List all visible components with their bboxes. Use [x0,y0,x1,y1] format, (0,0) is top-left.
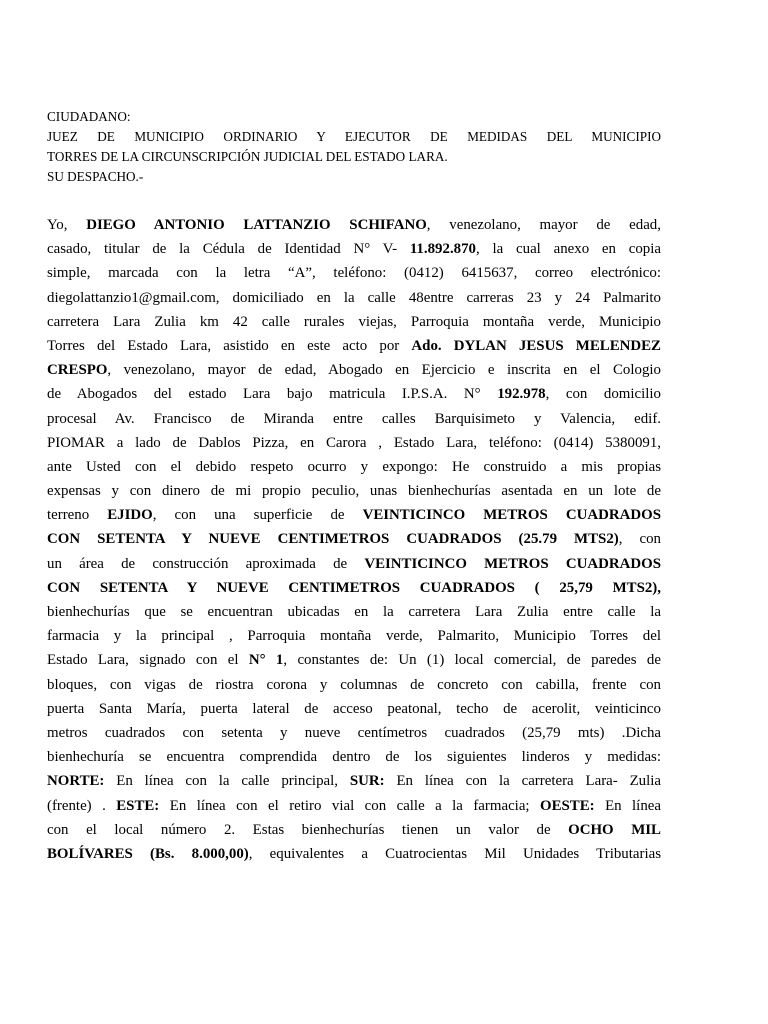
body-line [47,237,661,261]
body-text-segment: , equivalentes a Cuatrocientas Mil Unidades Tributarias [248,845,661,862]
bold-text: 11.892.870 [409,241,476,258]
body-line [47,382,661,406]
bold-text: EJIDO [107,507,153,524]
body-line [47,745,661,769]
body-text-segment: simple, marcada con la letra “A”, teléfono: (0412) 6415637, correo electrónico: [47,265,661,282]
body-text-segment: bienhechuría se encuentra comprendida dentro de los siguientes linderos y medidas: [47,749,661,766]
bold-text: OESTE: [540,797,595,814]
body-text-segment: , venezolano, mayor de edad, [426,217,661,233]
body-text-segment: , venezolano, mayor de edad, Abogado en Ejercicio e inscrita en el Cologio [107,362,661,379]
body-text-segment: , constantes de: Un (1) local comercial, de paredes de [283,652,661,669]
body-text-segment: metros cuadrados con setenta y nueve centímetros cuadrados (25,79 mts) .Dicha [47,724,661,741]
body-line [47,431,661,455]
body-line [47,527,661,551]
body-line [47,479,661,503]
body-line [47,407,661,431]
addressee-court-line-1: JUEZ DE MUNICIPIO ORDINARIO Y EJECUTOR DE MEDIDAS DEL MUNICIPIO [47,129,661,144]
body-text-segment: En línea con la calle principal, [104,773,350,790]
body-line [47,600,661,624]
body-line [47,503,661,527]
bold-text: BOLÍVARES (Bs. 8.000,00) [47,845,249,862]
body-line [47,697,661,721]
bold-text: NORTE: [47,773,105,790]
body-line [47,334,661,358]
body-text-segment: En línea [594,797,661,814]
body-text-segment: bloques, con vigas de riostra corona y columnas de concreto con cabilla, frente con [47,676,661,693]
bold-text: Ado. DYLAN JESUS MELENDEZ [411,337,661,354]
addressee-salutation: CIUDADANO: [47,109,131,124]
body-text-segment: En línea con el retiro vial con calle a la farmacia; [159,797,540,814]
body-text-segment: un área de construcción aproximada de [47,555,365,572]
bold-text: CON SETENTA Y NUEVE CENTIMETROS CUADRADOS ( 25,79 MTS2), [47,579,661,596]
body-line [47,552,661,576]
body-line [47,213,661,237]
bold-text: N° 1 [248,652,284,669]
bold-text: VEINTICINCO METROS CUADRADOS [364,555,661,572]
petition-body [47,213,661,866]
body-text-segment: PIOMAR a lado de Dablos Pizza, en Carora , Estado Lara, teléfono: (0414) 5380091, [47,434,661,451]
body-text-segment: En línea con la carretera Lara- Zulia [384,773,661,790]
body-line [47,286,661,310]
bold-text: VEINTICINCO METROS CUADRADOS [362,507,661,524]
bold-text: DIEGO ANTONIO LATTANZIO SCHIFANO [86,217,427,233]
body-line [47,624,661,648]
body-line [47,310,661,334]
body-text-segment: farmacia y la principal , Parroquia montaña verde, Palmarito, Municipio Torres del [47,628,661,645]
body-text-segment: diegolattanzio1@gmail.com, domiciliado en la calle 48entre carreras 23 y 24 Palmarito [47,289,661,306]
body-text-segment: Torres del Estado Lara, asistido en este acto por [47,337,412,354]
body-line [47,721,661,745]
bold-text: ESTE: [116,797,160,814]
body-text-segment: con el local número 2. Estas bienhechurías tienen un valor de [47,821,569,838]
body-text-segment: , con domicilio [545,386,661,403]
body-text-segment: , con una superficie de [152,507,363,524]
body-text-segment: , con [618,531,661,548]
body-text-segment: casado, titular de la Cédula de Identidad N° V- [47,241,410,258]
body-line [47,455,661,479]
bold-text: CRESPO [47,362,108,379]
addressee-closing: SU DESPACHO.- [47,169,144,184]
bold-text: SUR: [349,773,385,790]
body-line [47,818,661,842]
body-text-segment: Estado Lara, signado con el [47,652,249,669]
body-line [47,648,661,672]
body-text-segment: bienhechurías que se encuentran ubicadas en la carretera Lara Zulia entre calle la [47,604,661,620]
document-page [47,107,661,866]
body-text-segment: Yo, [47,217,87,233]
body-line [47,769,661,793]
body-line [47,842,661,866]
body-text-segment: puerta Santa María, puerta lateral de acceso peatonal, techo de acerolit, veinticinco [47,700,661,717]
body-text-segment: de Abogados del estado Lara bajo matricula I.P.S.A. N° [47,386,498,403]
body-line [47,794,661,818]
addressee-court-line-2: TORRES DE LA CIRCUNSCRIPCIÓN JUDICIAL DEL ESTADO LARA. [47,149,448,164]
body-line [47,576,661,600]
body-text-segment: procesal Av. Francisco de Miranda entre calles Barquisimeto y Valencia, edif. [47,410,661,427]
body-line [47,261,661,285]
body-line [47,358,661,382]
body-line [47,673,661,697]
body-text-segment: , la cual anexo en copia [476,241,661,258]
body-text-segment: carretera Lara Zulia km 42 calle rurales viejas, Parroquia montaña verde, Municipio [47,313,661,330]
body-text-segment: (frente) . [47,797,117,814]
body-text-segment: ante Usted con el debido respeto ocurro y expongo: He construido a mis propias [47,458,661,475]
addressee-block [47,107,661,187]
bold-text: 192.978 [497,386,546,403]
body-text-segment: expensas y con dinero de mi propio peculio, unas bienhechurías asentada en un lote de [47,483,661,500]
bold-text: OCHO MIL [568,821,661,838]
bold-text: CON SETENTA Y NUEVE CENTIMETROS CUADRADOS (25.79 MTS2) [47,531,619,548]
body-text-segment: terreno [47,507,108,524]
